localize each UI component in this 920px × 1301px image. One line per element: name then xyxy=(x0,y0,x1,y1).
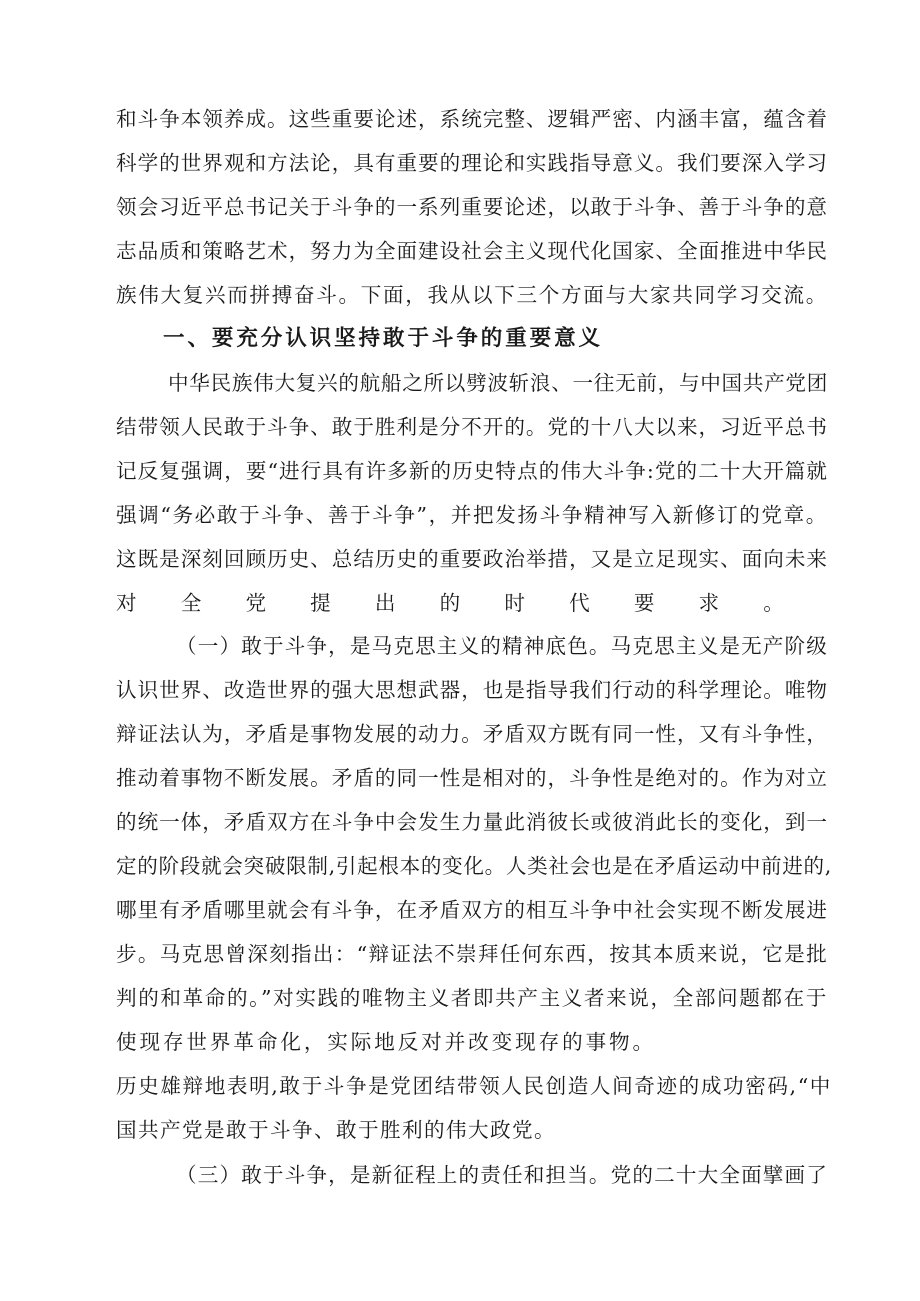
body-line: 对全党提出的时代要求。 xyxy=(116,591,828,615)
subsection-line: （三）敢于斗争，是新征程上的责任和担当。党的二十大全面擘画了 xyxy=(176,1163,828,1187)
subsection-line: （一）敢于斗争，是马克思主义的精神底色。马克思主义是无产阶级 xyxy=(176,634,828,658)
body-line: 的统一体，矛盾双方在斗争中会发生力量此消彼长或彼消此长的变化，到一 xyxy=(116,810,828,834)
body-line: 定的阶段就会突破限制,引起根本的变化。人类社会也是在矛盾运动中前进的, xyxy=(116,854,832,878)
body-line: 步。马克思曾深刻指出：“辩证法不崇拜任何东西，按其本质来说，它是批 xyxy=(116,942,828,966)
body-line: 哪里有矛盾哪里就会有斗争，在矛盾双方的相互斗争中社会实现不断发展进 xyxy=(116,898,828,922)
body-line: 判的和革命的。”对实践的唯物主义者即共产主义者来说，全部问题都在于 xyxy=(116,986,828,1010)
body-line: 认识世界、改造世界的强大思想武器，也是指导我们行动的科学理论。唯物 xyxy=(116,678,828,702)
body-line: 结带领人民敢于斗争、敢于胜利是分不开的。党的十八大以来，习近平总书 xyxy=(116,415,828,439)
body-line: 记反复强调，要“进行具有许多新的历史特点的伟大斗争:党的二十大开篇就 xyxy=(116,459,828,483)
body-line: 中华民族伟大复兴的航船之所以劈波斩浪、一往无前，与中国共产党团 xyxy=(168,371,828,395)
body-line: 科学的世界观和方法论，具有重要的理论和实践指导意义。我们要深入学习 xyxy=(116,151,828,175)
body-line: 和斗争本领养成。这些重要论述，系统完整、逻辑严密、内涵丰富，蕴含着 xyxy=(116,107,828,131)
body-line: 这既是深刻回顾历史、总结历史的重要政治举措，又是立足现实、面向未来 xyxy=(116,547,828,571)
body-line: 辩证法认为，矛盾是事物发展的动力。矛盾双方既有同一性，又有斗争性， xyxy=(116,722,828,746)
body-line: 国共产党是敢于斗争、敢于胜利的伟大政党。 xyxy=(116,1118,556,1142)
body-line: 强调“务必敢于斗争、善于斗争”，并把发扬斗争精神写入新修订的党章。 xyxy=(116,503,828,527)
body-line: 族伟大复兴而拼搏奋斗。下面，我从以下三个方面与大家共同学习交流。 xyxy=(116,283,828,307)
body-line: 推动着事物不断发展。矛盾的同一性是相对的，斗争性是绝对的。作为对立 xyxy=(116,766,828,790)
body-line: 领会习近平总书记关于斗争的一系列重要论述，以敢于斗争、善于斗争的意 xyxy=(116,195,828,219)
section-heading: 一、要充分认识坚持敢于斗争的重要意义 xyxy=(163,326,603,351)
body-line: 使现存世界革命化，实际地反对并改变现存的事物。 xyxy=(116,1030,656,1054)
body-line: 志品质和策略艺术，努力为全面建设社会主义现代化国家、全面推进中华民 xyxy=(116,239,828,263)
body-line: 历史雄辩地表明,敢于斗争是党团结带领人民创造人间奇迹的成功密码,“中 xyxy=(116,1074,832,1098)
